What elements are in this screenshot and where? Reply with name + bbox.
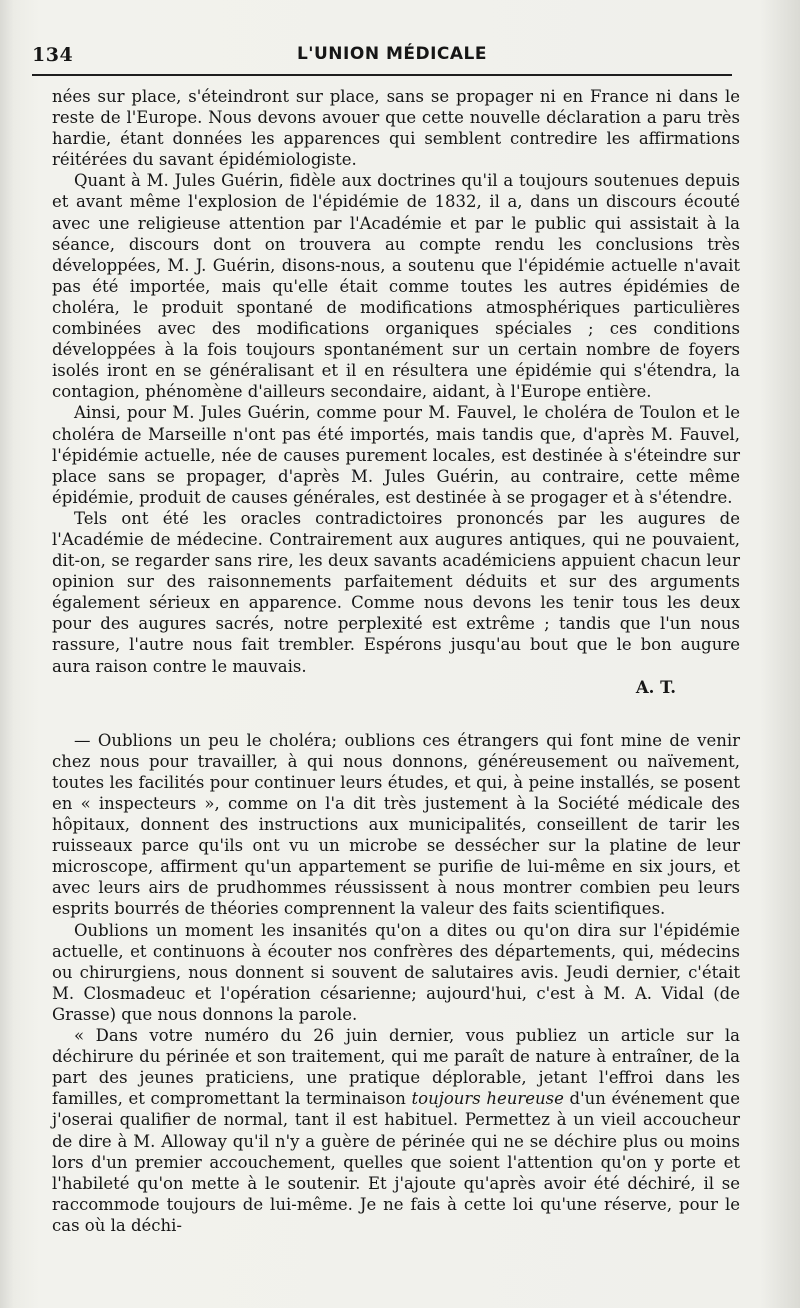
- article-body: [52, 86, 740, 1236]
- paragraph: nées sur place, s'éteindront sur place, sans se propager ni en France ni dans le reste de l'Europe. Nous devons avouer que cette nouvelle déclaration a paru très hardie, étant données les apparences qui semblent contredire les affirmations réitérées du savant épidémiologiste.: [52, 87, 740, 170]
- paragraph: Ainsi, pour M. Jules Guérin, comme pour M. Fauvel, le choléra de Toulon et le choléra de Marseille n'ont pas été importés, mais tandis que, d'après M. Fauvel, l'épidémie actuelle, née de causes purement locales, est destinée à s'éteindre sur place sans se propager, d'après M. Jules Guérin, au contraire, cette même épidémie, produit de causes générales, est destinée à se progager et à s'étendre.: [52, 403, 740, 507]
- paragraph: Oublions un moment les insanités qu'on a dites ou qu'on dira sur l'épidémie actuelle, et continuons à écouter nos confrères des départements, qui, médecins ou chirurgiens, nous donnent si souvent de salutaires avis. Jeudi dernier, c'était M. Closmadeuc et l'opération césarienne; aujourd'hui, c'est à M. A. Vidal (de Grasse) que nous donnons la parole.: [52, 920, 740, 1024]
- italic-phrase: toujours heureuse: [411, 1089, 564, 1109]
- letter-text-start: « Dans votre numéro du 26 juin dernier, vous publiez un article sur la déchirure du périnée et son traitement, qui me paraît de nature à entraîner, de la part des jeunes praticiens, une pratique déplorable, jetant l'effroi dans les familles, et compromettant la terminaison: [52, 1026, 740, 1109]
- page-number: 134: [32, 44, 74, 66]
- header-rule: [32, 74, 732, 76]
- paragraph: — Oublions un peu le choléra; oublions ces étrangers qui font mine de venir chez nous pour travailler, à qui nous donnons, généreusement ou naïvement, toutes les facilités pour continuer leurs études, et qui, à peine installés, se posent en « inspecteurs », comme on l'a dit très justement à la Société médicale des hôpitaux, donnent des instructions aux municipalités, conseillent de tarir les ruisseaux parce qu'ils ont vu un microbe se dessécher sur la platine de leur microscope, affirment qu'un appartement se purifie de lui-même en six jours, et avec leurs airs de prudhommes réussissent à nous montrer combien peu leurs esprits bourrés de théories comprennent la valeur des faits scientifiques.: [52, 730, 740, 919]
- letter-text-end: d'un événement que j'oserai qualifier de normal, tant il est habituel. Permettez à un vieil accoucheur de dire à M. Alloway qu'il n'y a guère de périnée qui ne se déchire plus ou moins lors d'un premier accouchement, quelles que soient l'attention qu'on y porte et l'habileté qu'on mette à le soutenir. Et j'ajoute qu'après avoir été déchiré, il se raccommode toujours de lui-même. Je ne fais à cette loi qu'une réserve, pour le cas où la déchi-: [52, 1089, 741, 1235]
- paragraph: Tels ont été les oracles contradictoires prononcés par les augures de l'Académie de médecine. Contrairement aux augures antiques, qui ne pouvaient, dit-on, se regarder sans rire, les deux savants académiciens appuient chacun leur opinion sur des raisonnements parfaitement déduits et sur des arguments également sérieux en apparence. Comme nous devons les tenir tous les deux pour des augures sacrés, notre perplexité est extrême ; tandis que l'un nous rassure, l'autre nous fait trembler. Espérons jusqu'au bout que le bon augure aura raison contre le mauvais.: [52, 508, 740, 676]
- page-header: [32, 44, 752, 74]
- letter-paragraph: [52, 1025, 740, 1236]
- journal-title: L'UNION MÉDICALE: [296, 44, 488, 64]
- author-signature: A. T.: [635, 677, 676, 697]
- paragraph: Quant à M. Jules Guérin, fidèle aux doctrines qu'il a toujours soutenues depuis et avant même l'explosion de l'épidémie de 1832, il a, dans un discours écouté avec une religieuse attention par l'Académie et par le public qui assistait à la séance, discours dont on trouvera au compte rendu les conclusions très développées, M. J. Guérin, disons-nous, a soutenu que l'épidémie actuelle n'avait pas été importée, mais qu'elle était comme toutes les autres épidémies de choléra, le produit spontané de modifications atmosphériques particulières combinées avec des modifications organiques spéciales ; ces conditions développées à la fois toujours spontanément sur un certain nombre de foyers isolés iront en se généralisant et il en résultera une épidémie qui s'étendra, la contagion, phénomène d'ailleurs secondaire, aidant, à l'Europe entière.: [52, 171, 740, 402]
